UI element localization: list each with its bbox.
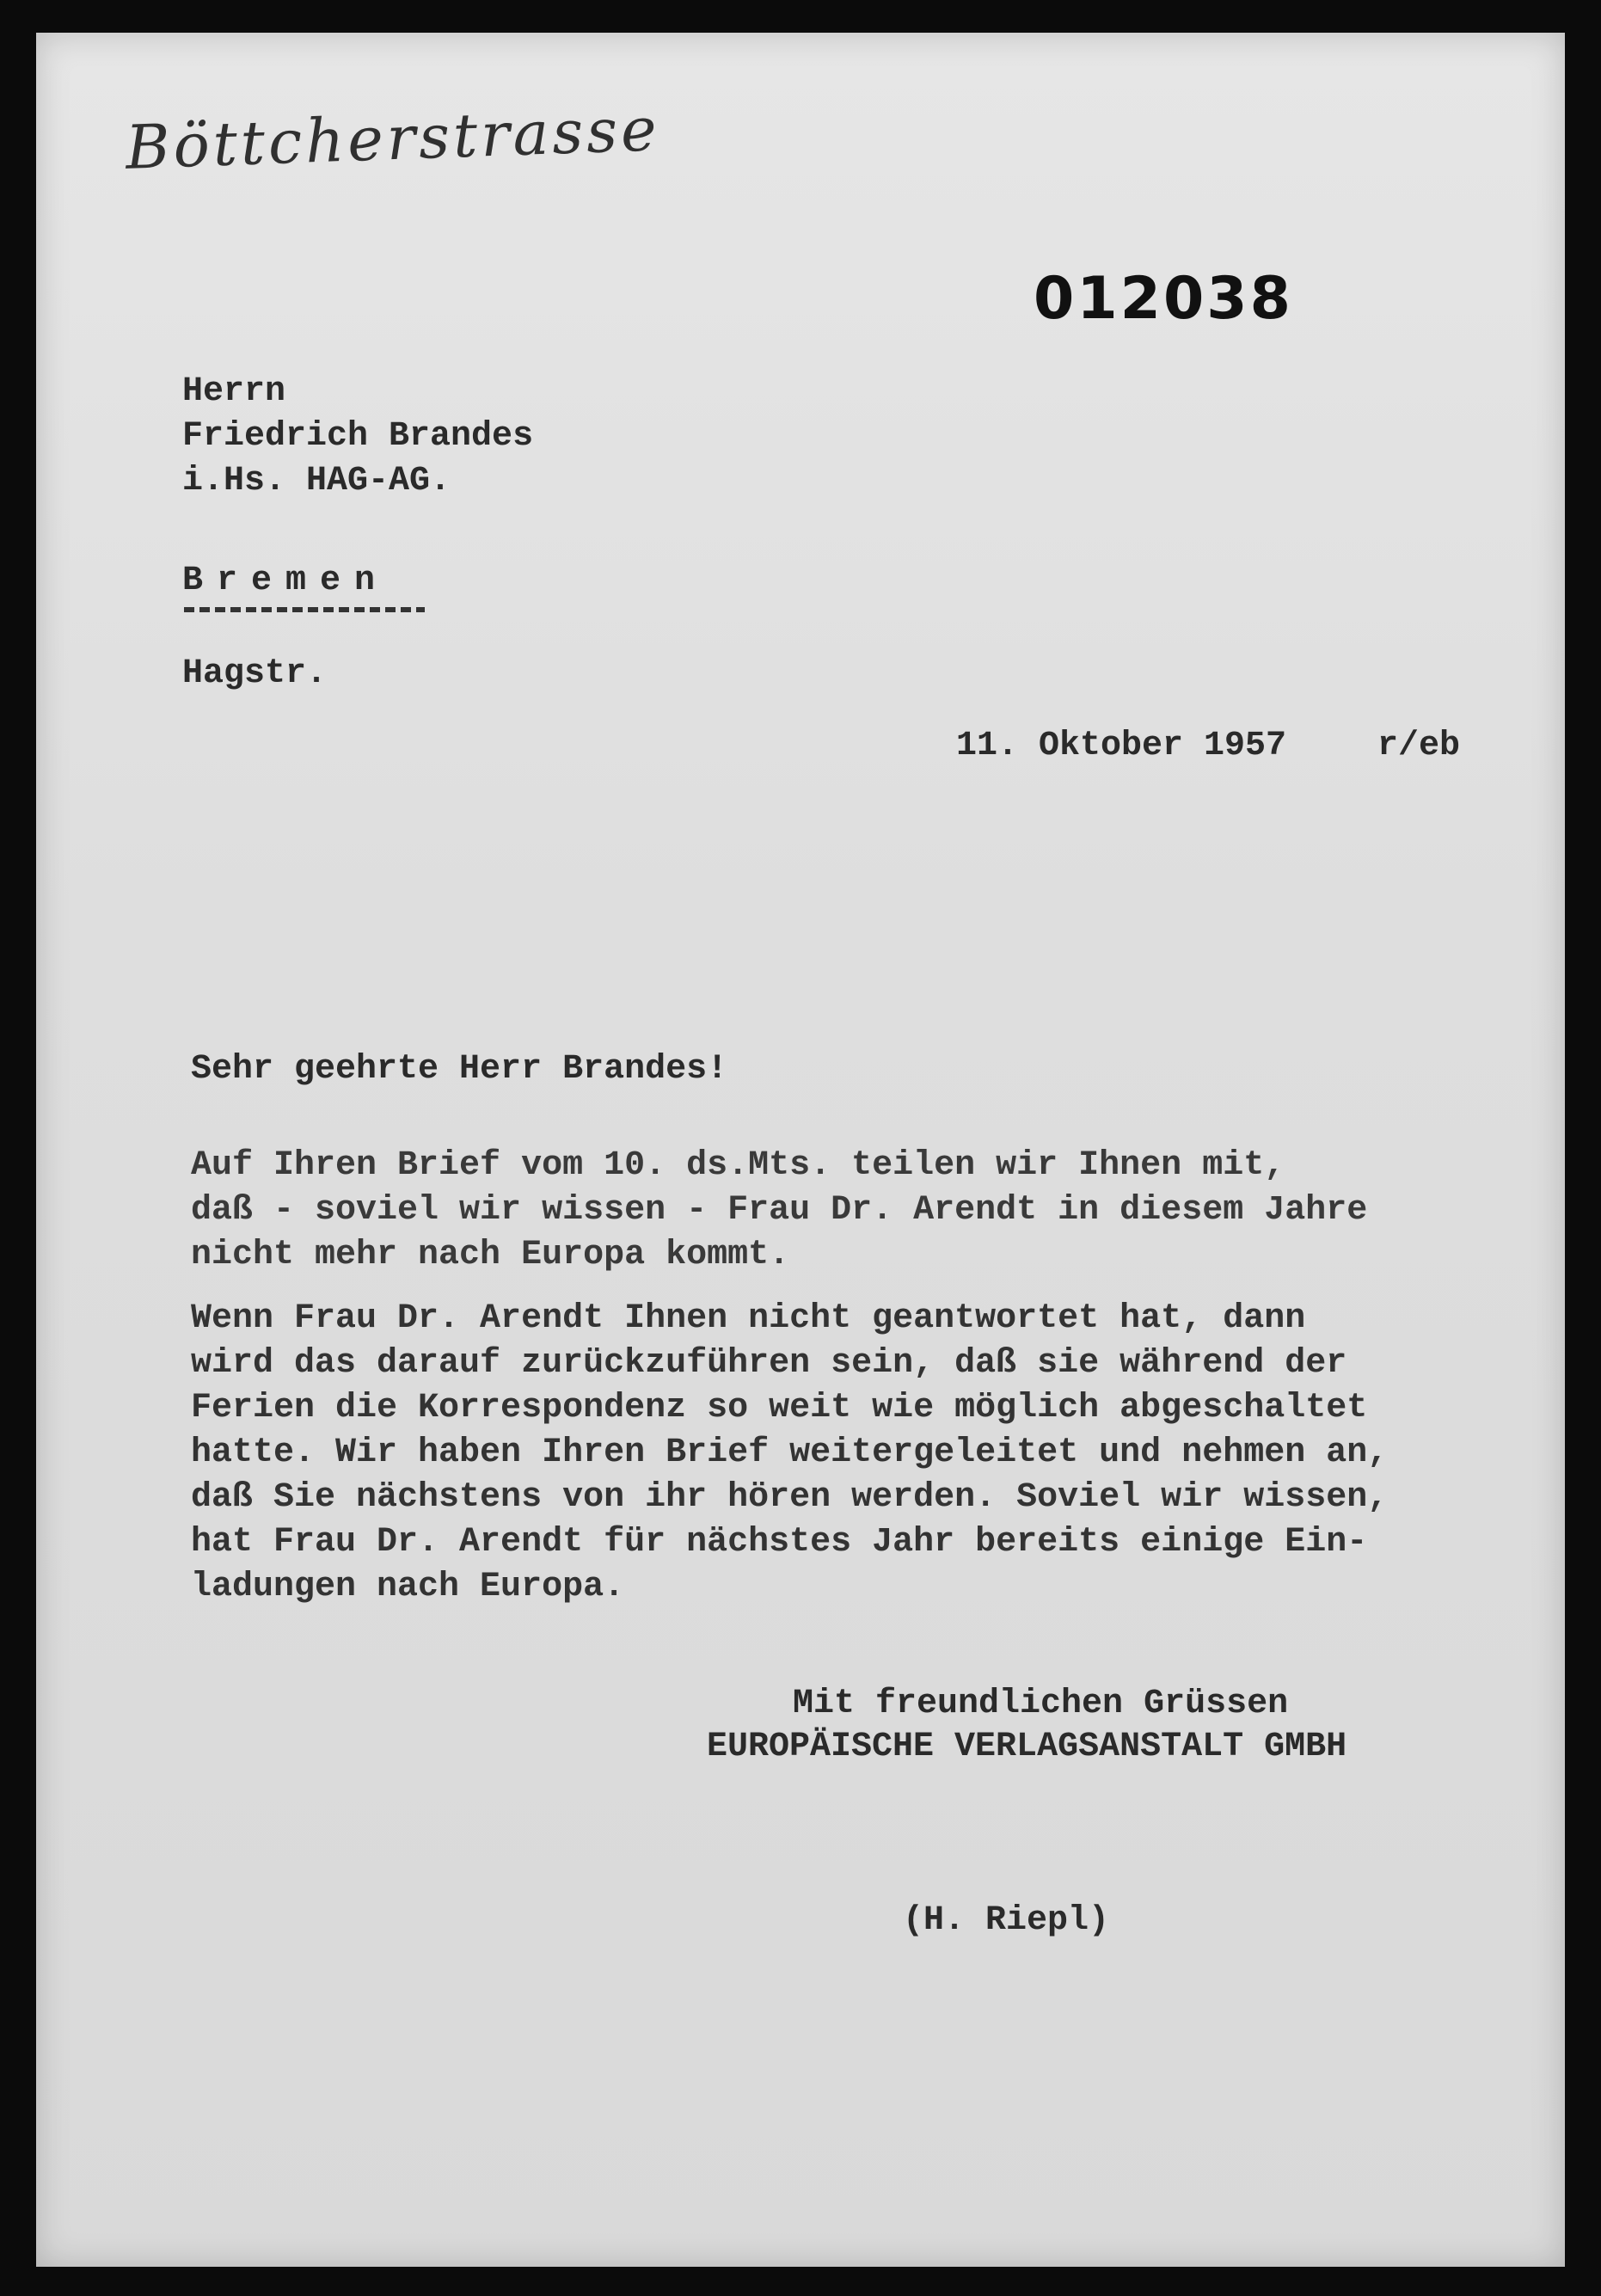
company-name: EUROPÄISCHE VERLAGSANSTALT GMBH (707, 1728, 1347, 1766)
letter-page (36, 33, 1565, 2267)
closing-greeting: Mit freundlichen Grüssen (793, 1685, 1289, 1723)
paragraph-line: daß - soviel wir wissen - Frau Dr. Arendt in diesem Jahre (191, 1191, 1368, 1230)
recipient-address (182, 370, 533, 504)
city-underline (184, 607, 425, 612)
paragraph-line: ladungen nach Europa. (191, 1568, 625, 1606)
salutation: Sehr geehrte Herr Brandes! (191, 1050, 728, 1089)
recipient-street: Hagstr. (182, 654, 328, 693)
paragraph-line: hatte. Wir haben Ihren Brief weitergeleitet und nehmen an, (191, 1433, 1389, 1472)
recipient-city: Bremen (182, 562, 390, 600)
recipient-name: Friedrich Brandes (182, 417, 534, 456)
recipient-salutation-line: Herrn (182, 372, 286, 411)
body-paragraph-1 (191, 1144, 1367, 1278)
body-paragraph-2 (191, 1297, 1388, 1610)
paragraph-line: hat Frau Dr. Arendt für nächstes Jahr bereits einige Ein- (191, 1523, 1368, 1562)
signature-name: (H. Riepl) (903, 1901, 1110, 1940)
recipient-company: i.Hs. HAG-AG. (182, 462, 451, 500)
letter-date: 11. Oktober 1957 (956, 727, 1287, 765)
document-number: 012038 (1034, 265, 1293, 333)
paragraph-line: Wenn Frau Dr. Arendt Ihnen nicht geantwortet hat, dann (191, 1299, 1306, 1338)
reference-code: r/eb (1377, 727, 1461, 765)
paragraph-line: daß Sie nächstens von ihr hören werden. Soviel wir wissen, (191, 1478, 1389, 1517)
paragraph-line: Ferien die Korrespondenz so weit wie möglich abgeschaltet (191, 1389, 1368, 1427)
paragraph-line: nicht mehr nach Europa kommt. (191, 1236, 790, 1274)
paragraph-line: wird das darauf zurückzuführen sein, daß sie während der (191, 1344, 1347, 1383)
paragraph-line: Auf Ihren Brief vom 10. ds.Mts. teilen wir Ihnen mit, (191, 1146, 1285, 1185)
handwritten-note: Böttcherstrasse (124, 94, 661, 183)
